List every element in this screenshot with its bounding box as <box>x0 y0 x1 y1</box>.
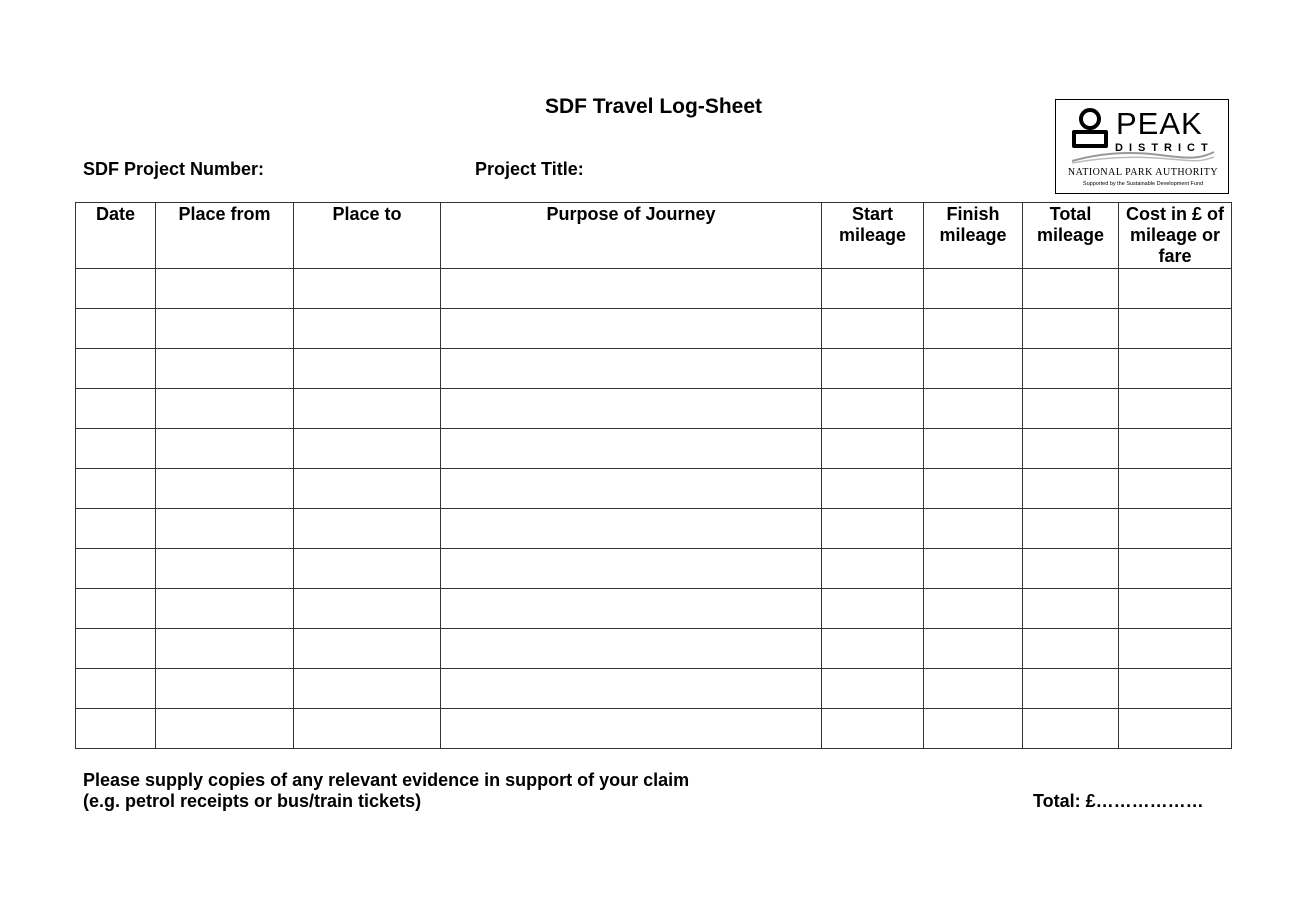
table-cell[interactable] <box>441 589 822 629</box>
table-cell[interactable] <box>1119 349 1232 389</box>
table-cell[interactable] <box>294 389 441 429</box>
table-cell[interactable] <box>441 669 822 709</box>
table-cell[interactable] <box>76 269 156 309</box>
table-cell[interactable] <box>822 709 924 749</box>
table-cell[interactable] <box>1023 549 1119 589</box>
table-cell[interactable] <box>1023 509 1119 549</box>
table-cell[interactable] <box>1119 589 1232 629</box>
table-cell[interactable] <box>1119 549 1232 589</box>
logo-supported-text: Supported by the Sustainable Development Fund <box>1082 181 1204 187</box>
column-header <box>76 203 156 269</box>
table-cell[interactable] <box>1119 389 1232 429</box>
table-cell[interactable] <box>924 549 1023 589</box>
table-cell[interactable] <box>822 269 924 309</box>
table-cell[interactable] <box>441 509 822 549</box>
table-cell[interactable] <box>822 509 924 549</box>
table-cell[interactable] <box>294 429 441 469</box>
table-cell[interactable] <box>1023 669 1119 709</box>
table-cell[interactable] <box>76 669 156 709</box>
table-cell[interactable] <box>1119 309 1232 349</box>
table-cell[interactable] <box>924 309 1023 349</box>
table-cell[interactable] <box>294 349 441 389</box>
table-row <box>76 509 1232 549</box>
column-header <box>156 203 294 269</box>
table-row <box>76 429 1232 469</box>
table-cell[interactable] <box>1119 629 1232 669</box>
table-cell[interactable] <box>294 549 441 589</box>
table-cell[interactable] <box>156 309 294 349</box>
column-header <box>1119 203 1232 269</box>
column-header-label: Cost in £ of mileage or fare <box>1126 204 1224 266</box>
table-cell[interactable] <box>294 589 441 629</box>
table-cell[interactable] <box>1119 709 1232 749</box>
column-header <box>294 203 441 269</box>
table-cell[interactable] <box>1023 309 1119 349</box>
table-cell[interactable] <box>924 669 1023 709</box>
table-cell[interactable] <box>294 269 441 309</box>
table-cell[interactable] <box>822 309 924 349</box>
table-cell[interactable] <box>294 669 441 709</box>
table-cell[interactable] <box>924 349 1023 389</box>
column-header <box>822 203 924 269</box>
table-cell[interactable] <box>441 349 822 389</box>
table-cell[interactable] <box>441 429 822 469</box>
table-row <box>76 309 1232 349</box>
table-cell[interactable] <box>441 469 822 509</box>
column-header-label: Total mileage <box>1036 204 1105 245</box>
project-title-label: Project Title: <box>475 159 584 179</box>
table-cell[interactable] <box>156 349 294 389</box>
project-number-label: SDF Project Number: <box>83 159 265 179</box>
table-cell[interactable] <box>924 509 1023 549</box>
table-cell[interactable] <box>76 509 156 549</box>
column-header <box>441 203 822 269</box>
table-cell[interactable] <box>822 549 924 589</box>
table-row <box>76 549 1232 589</box>
table-cell[interactable] <box>441 389 822 429</box>
table-cell[interactable] <box>294 629 441 669</box>
table-cell[interactable] <box>156 389 294 429</box>
table-cell[interactable] <box>156 429 294 469</box>
table-row <box>76 589 1232 629</box>
logo-subtitle: DISTRICT <box>1115 142 1214 154</box>
table-cell[interactable] <box>924 589 1023 629</box>
table-cell[interactable] <box>294 509 441 549</box>
column-header-label: Finish mileage <box>939 204 1007 245</box>
table-cell[interactable] <box>1119 429 1232 469</box>
document-title: SDF Travel Log-Sheet <box>544 95 763 118</box>
hills-swoosh-icon <box>1070 149 1216 165</box>
table-cell[interactable] <box>1023 469 1119 509</box>
column-header <box>924 203 1023 269</box>
column-header-label: Start mileage <box>838 204 907 245</box>
table-cell[interactable] <box>1023 429 1119 469</box>
table-cell[interactable] <box>441 549 822 589</box>
table-cell[interactable] <box>441 269 822 309</box>
column-header <box>1023 203 1119 269</box>
table-cell[interactable] <box>1119 269 1232 309</box>
table-cell[interactable] <box>822 629 924 669</box>
table-cell[interactable] <box>156 469 294 509</box>
table-cell[interactable] <box>441 309 822 349</box>
table-cell[interactable] <box>924 389 1023 429</box>
table-cell[interactable] <box>441 629 822 669</box>
table-cell[interactable] <box>822 429 924 469</box>
table-cell[interactable] <box>1119 669 1232 709</box>
table-cell[interactable] <box>156 709 294 749</box>
travel-log-table <box>75 202 1232 749</box>
table-cell[interactable] <box>924 629 1023 669</box>
table-cell[interactable] <box>1023 389 1119 429</box>
table-cell[interactable] <box>1119 509 1232 549</box>
table-cell[interactable] <box>1119 469 1232 509</box>
total-cost-field: Total: £……………… <box>1033 791 1204 811</box>
table-cell[interactable] <box>76 349 156 389</box>
table-body <box>76 269 1232 749</box>
table-cell[interactable] <box>924 429 1023 469</box>
table-cell[interactable] <box>294 309 441 349</box>
evidence-note-line-2: (e.g. petrol receipts or bus/train tickets) <box>83 791 422 811</box>
table-cell[interactable] <box>441 709 822 749</box>
table-cell[interactable] <box>76 549 156 589</box>
table-cell[interactable] <box>156 549 294 589</box>
table-cell[interactable] <box>76 469 156 509</box>
table-row <box>76 269 1232 309</box>
logo-authority-text: NATIONAL PARK AUTHORITY <box>1067 167 1219 178</box>
column-header-label: Place to <box>332 204 402 224</box>
peak-district-logo <box>1055 99 1229 194</box>
evidence-note-line-1: Please supply copies of any relevant evidence in support of your claim <box>83 770 690 790</box>
table-cell[interactable] <box>822 669 924 709</box>
table-cell[interactable] <box>76 709 156 749</box>
table-cell[interactable] <box>76 629 156 669</box>
column-header-label: Purpose of Journey <box>546 204 716 224</box>
table-row <box>76 349 1232 389</box>
table-cell[interactable] <box>76 389 156 429</box>
table-row <box>76 629 1232 669</box>
table-cell[interactable] <box>156 629 294 669</box>
table-cell[interactable] <box>822 349 924 389</box>
table-cell[interactable] <box>156 589 294 629</box>
logo-wordmark: PEAK <box>1116 106 1203 141</box>
table-row <box>76 469 1232 509</box>
table-cell[interactable] <box>1023 629 1119 669</box>
table-cell[interactable] <box>76 429 156 469</box>
table-cell[interactable] <box>1023 349 1119 389</box>
table-cell[interactable] <box>1023 709 1119 749</box>
table-row <box>76 709 1232 749</box>
table-cell[interactable] <box>156 269 294 309</box>
table-cell[interactable] <box>156 509 294 549</box>
table-cell[interactable] <box>76 589 156 629</box>
table-cell[interactable] <box>1023 589 1119 629</box>
table-cell[interactable] <box>924 469 1023 509</box>
table-cell[interactable] <box>1023 269 1119 309</box>
table-row <box>76 389 1232 429</box>
table-cell[interactable] <box>822 469 924 509</box>
table-cell[interactable] <box>76 309 156 349</box>
table-cell[interactable] <box>822 389 924 429</box>
table-header-row <box>76 203 1232 269</box>
table-cell[interactable] <box>822 589 924 629</box>
evidence-note <box>83 770 689 812</box>
table-cell[interactable] <box>156 669 294 709</box>
table-cell[interactable] <box>924 269 1023 309</box>
column-header-label: Place from <box>178 204 271 224</box>
peak-district-emblem-icon <box>1070 108 1110 148</box>
table-cell[interactable] <box>924 709 1023 749</box>
column-header-label: Date <box>95 204 135 224</box>
table-cell[interactable] <box>294 469 441 509</box>
table-cell[interactable] <box>294 709 441 749</box>
table-row <box>76 669 1232 709</box>
